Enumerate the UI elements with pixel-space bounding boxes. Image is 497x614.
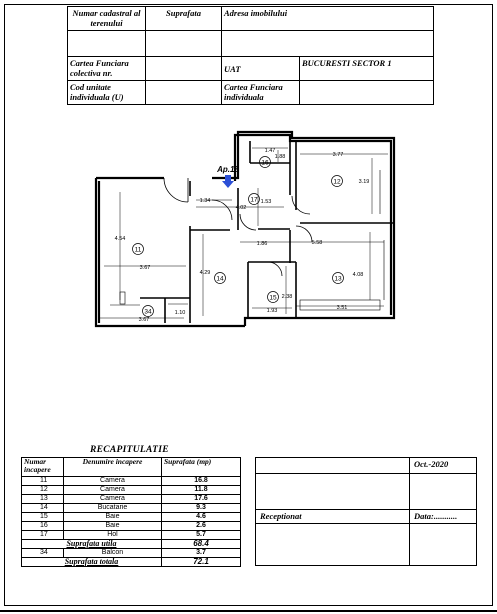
dim-1-93: 1.93 (266, 308, 278, 314)
stamp-bottom-left (256, 524, 410, 566)
room-label-34: 34 (144, 308, 152, 316)
adresa-label: Adresa imobilului (222, 7, 434, 31)
carte-funciara-individuala-label: Cartea Funciara individuala (222, 81, 300, 105)
table-row: 16 Baie 2.6 (22, 522, 241, 531)
room-label-15: 15 (269, 294, 277, 302)
dim-2-38: 2.38 (281, 294, 293, 300)
col-area-header: Suprafata (mp) (162, 458, 241, 477)
carte-funciara-individuala-value (300, 81, 434, 105)
window-marks (110, 170, 384, 310)
carte-funciara-colectiva-label: Cartea Funciara colectiva nr. (68, 57, 146, 81)
cadastral-header-table (67, 6, 434, 105)
reception-box (255, 457, 477, 566)
recap-table (21, 457, 241, 567)
room-label-11: 11 (134, 246, 142, 254)
balcon-row: 34 Balcon 3.7 (22, 549, 241, 558)
interior-walls (140, 141, 394, 323)
receptionat-label: Receptionat (256, 510, 410, 524)
table-row: 12 Camera 11.8 (22, 486, 241, 495)
uat-label: UAT (222, 57, 300, 81)
room-label-13: 13 (334, 275, 342, 283)
totala-row (22, 558, 241, 567)
dim-1-53: 1.53 (260, 199, 272, 205)
col-name-header: Denumire incapere (64, 458, 162, 477)
carte-funciara-colectiva-value (146, 57, 222, 81)
cod-unitate-label: Cod unitate individuala (U) (68, 81, 146, 105)
nr-cadastral-label: Numar cadastral al terenului (68, 7, 146, 31)
data-label: Data:........... (410, 510, 477, 524)
stamp-date: Oct.-2020 (410, 458, 477, 474)
room-label-16: 16 (261, 159, 269, 167)
room-label-12: 12 (333, 178, 341, 186)
stamp-bottom-right (410, 524, 477, 566)
dimension-lines (100, 148, 388, 318)
table-row: 13 Camera 17.6 (22, 495, 241, 504)
stamp-top-left (256, 458, 410, 474)
floor-plan (88, 126, 408, 336)
dim-4-08: 4.08 (352, 272, 364, 278)
room-label-14: 14 (216, 275, 224, 283)
col-number-header: Numar incapere (22, 458, 64, 477)
cod-unitate-value (146, 81, 222, 105)
dim-1-86: 1.86 (256, 241, 268, 247)
dim-1-10: 1.10 (174, 310, 186, 316)
dim-1-47: 1.47 (264, 148, 276, 154)
uat-value: BUCURESTI SECTOR 1 (300, 57, 434, 81)
adresa-value (222, 31, 434, 57)
table-row: 11 Camera 16.8 (22, 477, 241, 486)
dim-3-77: 3.77 (332, 152, 344, 158)
suprafata-label: Suprafata (146, 7, 222, 31)
dim-3-51: 3.51 (336, 305, 348, 311)
totala-label: Suprafata totala (22, 558, 162, 567)
utila-row (22, 540, 241, 549)
suprafata-value (146, 31, 222, 57)
dim-1-34: 1.34 (199, 198, 211, 204)
dim-1-88: 1.88 (274, 154, 286, 160)
dim-4-02: 4.02 (235, 205, 247, 211)
dim-4-54: 4.54 (114, 236, 126, 242)
bottom-rule (0, 610, 497, 612)
nr-cadastral-value (68, 31, 146, 57)
stamp-mid-right (410, 474, 477, 510)
utila-value: 68.4 (162, 540, 241, 549)
dim-3-19: 3.19 (358, 179, 370, 185)
totala-value: 72.1 (162, 558, 241, 567)
outer-walls (96, 132, 394, 326)
dim-5-58: 5.58 (311, 240, 323, 246)
dim-3-67b: 3.67 (138, 317, 150, 323)
utila-label: Suprafata utila (22, 540, 162, 549)
table-row: 15 Baie 4.6 (22, 513, 241, 522)
dim-3-67: 3.67 (139, 265, 151, 271)
table-row: 14 Bucatarie 9.3 (22, 504, 241, 513)
apartment-label: Ap.18 (217, 165, 239, 174)
recap-title: RECAPITULATIE (90, 445, 169, 455)
room-label-17: 17 (250, 196, 258, 204)
dim-4-29: 4.29 (199, 270, 211, 276)
stamp-mid-left (256, 474, 410, 510)
table-row: 17 Hol 5.7 (22, 531, 241, 540)
